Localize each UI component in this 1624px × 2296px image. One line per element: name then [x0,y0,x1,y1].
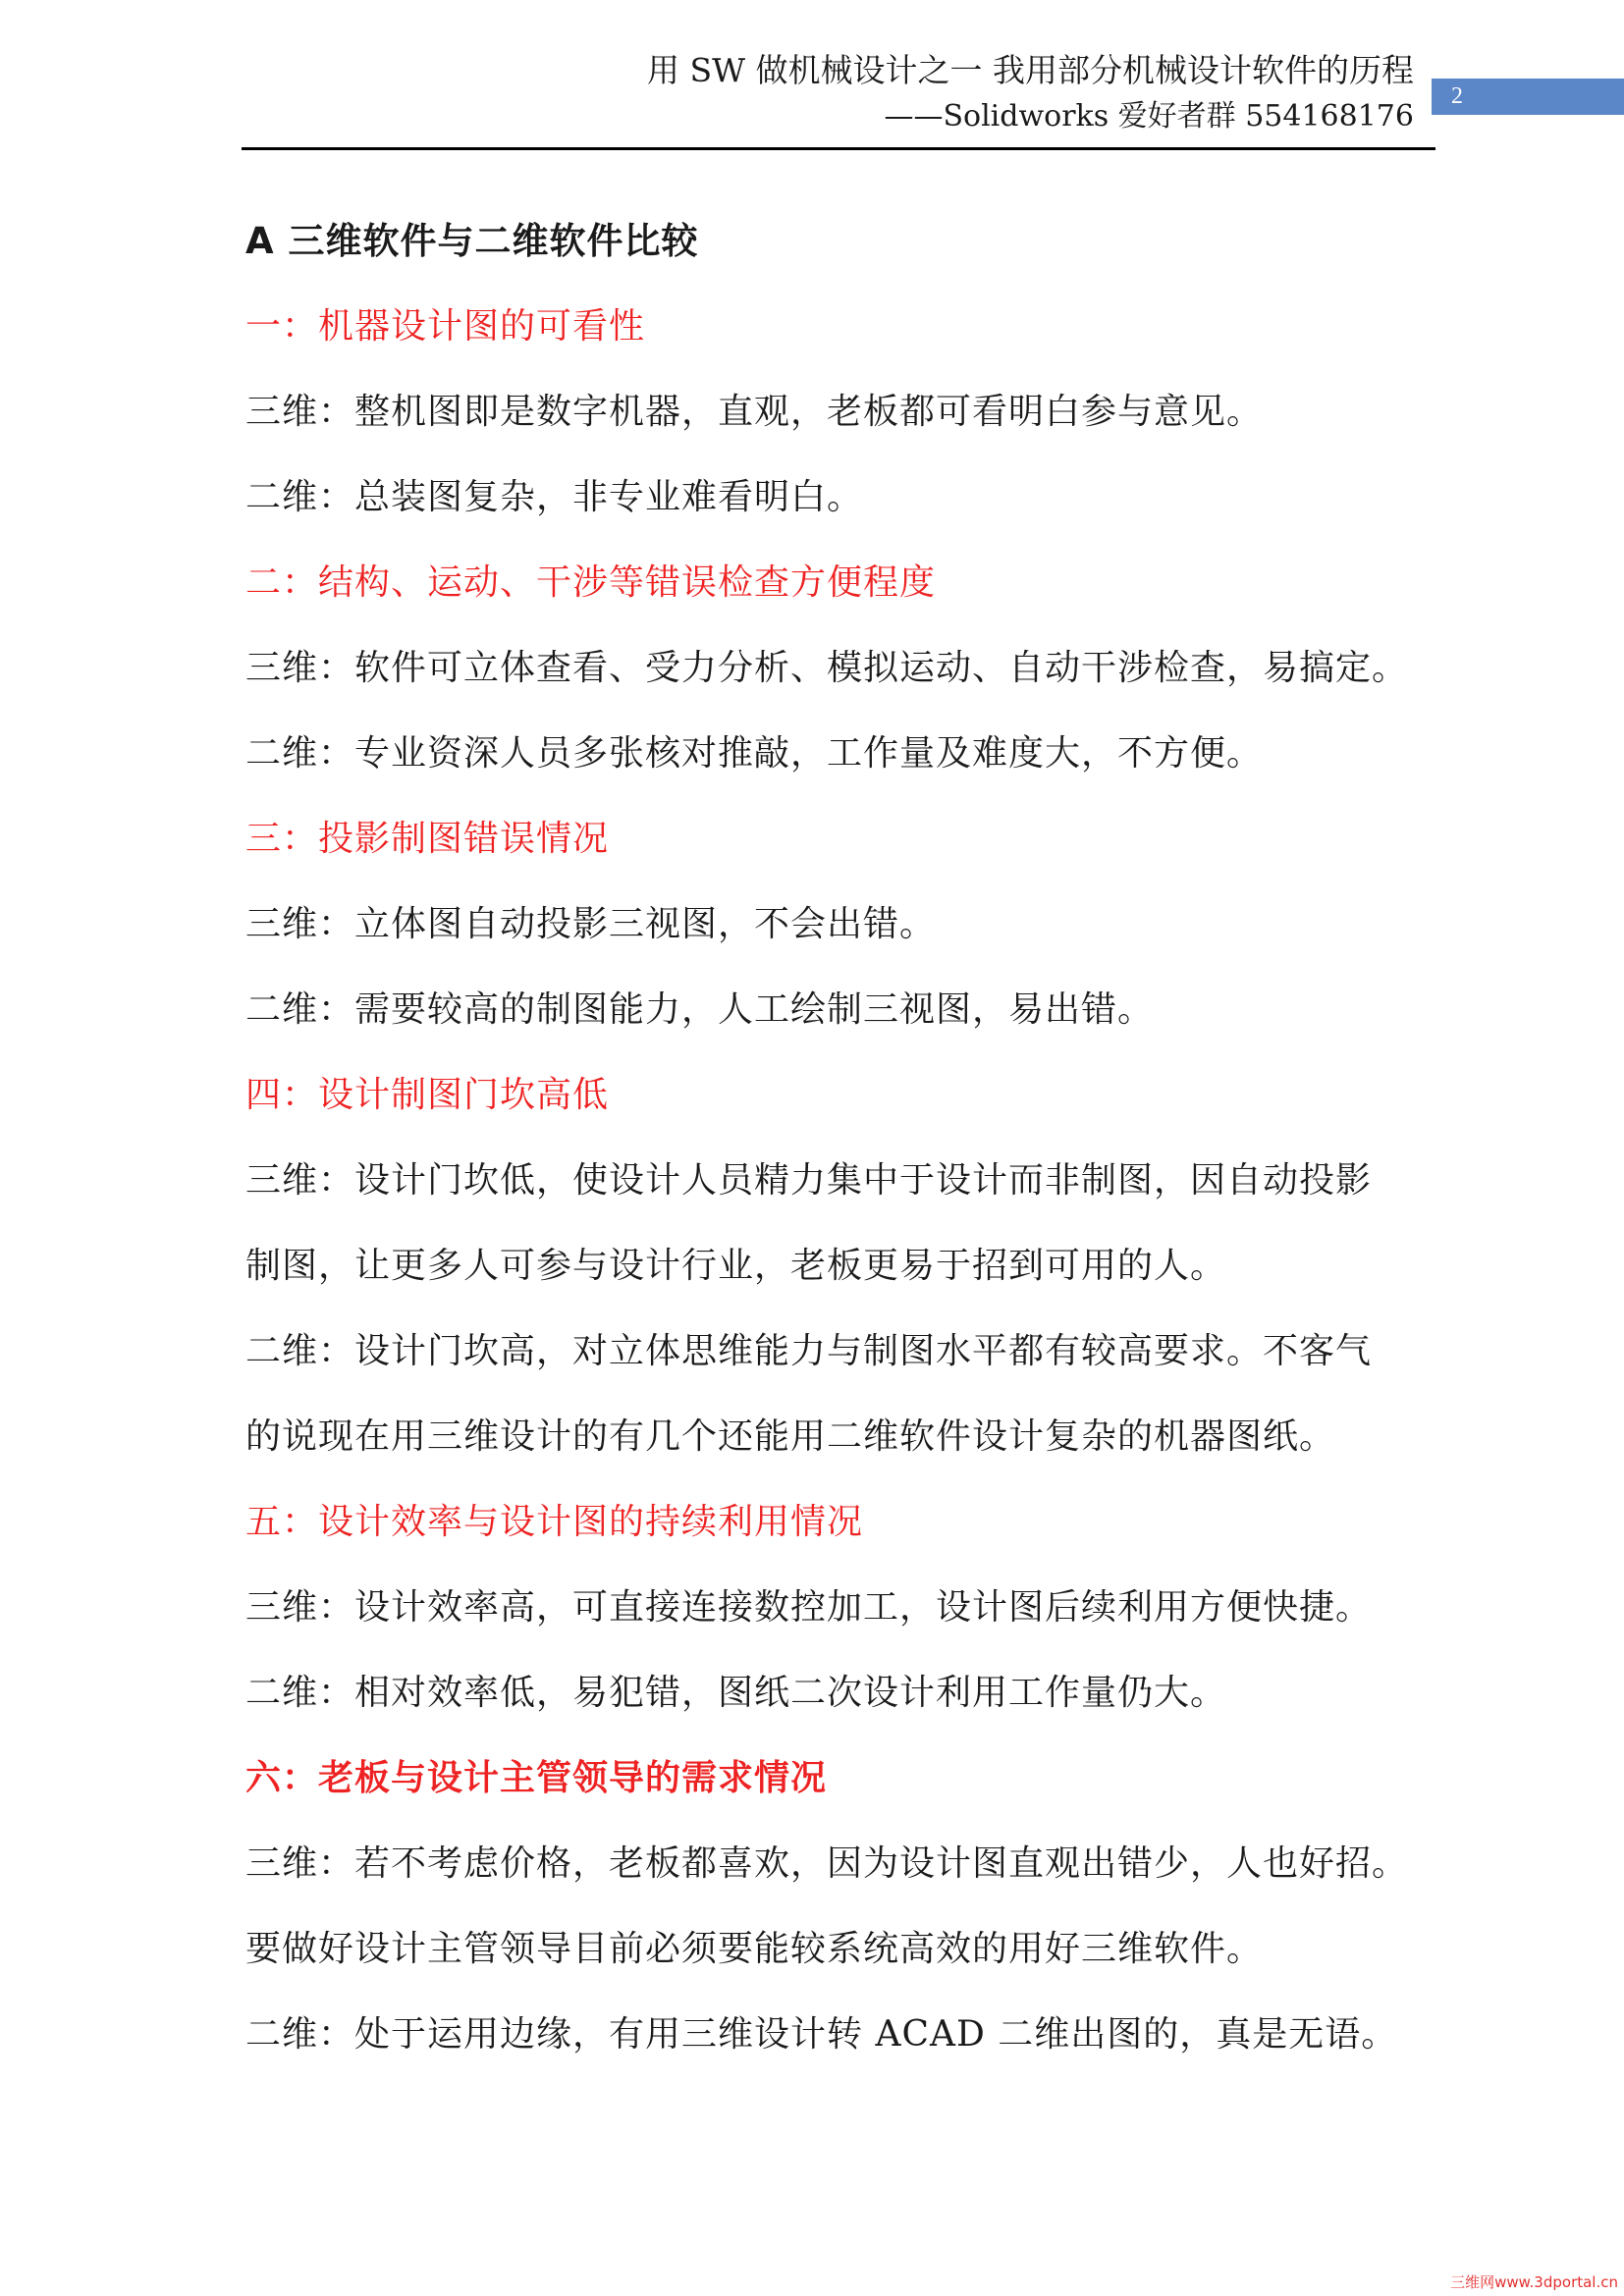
paragraph-line: 二维：需要较高的制图能力，人工绘制三视图，易出错。 [245,989,1155,1030]
section-heading: 一：机器设计图的可看性 [245,306,646,347]
paragraph-line: 三维：立体图自动投影三视图，不会出错。 [245,904,937,944]
paragraph-line: 二维：总装图复杂，非专业难看明白。 [245,477,864,517]
page-number-badge: 2 [1432,79,1624,115]
paragraph-line: 三维：设计效率高，可直接连接数控加工，设计图后续利用方便快捷。 [245,1587,1373,1628]
section-heading: 六：老板与设计主管领导的需求情况 [245,1758,828,1798]
section-heading: 三：投影制图错误情况 [245,819,610,859]
page-header [242,47,1414,139]
site-watermark: 三维网www.3dportal.cn [1450,2273,1618,2291]
paragraph-line: 二维：专业资深人员多张核对推敲，工作量及难度大，不方便。 [245,733,1264,774]
header-divider [242,147,1435,150]
paragraph-line: 二维：设计门坎高，对立体思维能力与制图水平都有较高要求。不客气 [245,1331,1373,1371]
header-subtitle: ——Solidworks 爱好者群 554168176 [884,99,1414,133]
paragraph-line: 制图，让更多人可参与设计行业，老板更易于招到可用的人。 [245,1246,1227,1286]
paragraph-line: 三维：整机图即是数字机器，直观，老板都可看明白参与意见。 [245,392,1264,432]
section-heading: 五：设计效率与设计图的持续利用情况 [245,1502,864,1542]
paragraph-line: 二维：相对效率低，易犯错，图纸二次设计利用工作量仍大。 [245,1673,1227,1713]
document-body [245,198,1453,2077]
paragraph-line: 三维：软件可立体查看、受力分析、模拟运动、自动干涉检查，易搞定。 [245,648,1409,688]
paragraph-line: 三维：若不考虑价格，老板都喜欢，因为设计图直观出错少，人也好招。 [245,1843,1409,1884]
paragraph-list [245,284,1453,2077]
paragraph-line: 要做好设计主管领导目前必须要能较系统高效的用好三维软件。 [245,1929,1264,1969]
section-title: A 三维软件与二维软件比较 [245,220,699,262]
paragraph-line: 的说现在用三维设计的有几个还能用二维软件设计复杂的机器图纸。 [245,1416,1336,1457]
header-title: 用 SW 做机械设计之一 我用部分机械设计软件的历程 [647,51,1414,89]
paragraph-line: 三维：设计门坎低，使设计人员精力集中于设计而非制图，因自动投影 [245,1160,1373,1201]
paragraph-line: 二维：处于运用边缘，有用三维设计转 ACAD 二维出图的，真是无语。 [245,2014,1398,2055]
section-heading: 四：设计制图门坎高低 [245,1075,610,1115]
section-heading: 二：结构、运动、干涉等错误检查方便程度 [245,562,937,603]
